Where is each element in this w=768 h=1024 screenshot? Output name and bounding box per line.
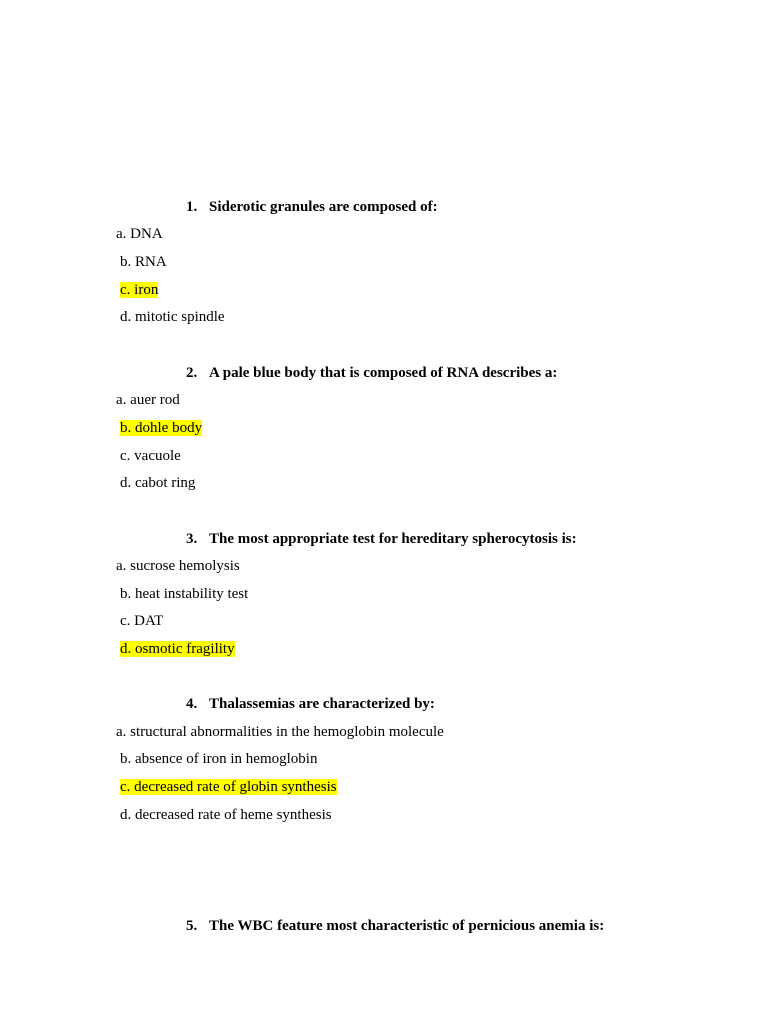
question-3-title	[186, 530, 577, 548]
question-4-option-d: d. decreased rate of heme synthesis	[120, 807, 332, 823]
question-1-option-d: d. mitotic spindle	[120, 309, 225, 325]
question-2-option-c: c. vacuole	[120, 448, 181, 464]
question-1-text: Siderotic granules are composed of:	[209, 199, 438, 215]
question-2-option-d: d. cabot ring	[120, 475, 196, 491]
question-5-title	[186, 917, 604, 935]
question-3-option-c: c. DAT	[120, 613, 164, 629]
question-1-option-c	[120, 281, 158, 299]
question-3-option-a: a. sucrose hemolysis	[116, 558, 240, 574]
question-3-text: The most appropriate test for hereditary spherocytosis is:	[209, 531, 577, 547]
question-3-option-d	[120, 640, 235, 658]
question-2-option-a: a. auer rod	[116, 392, 180, 408]
question-4-text: Thalassemias are characterized by:	[209, 696, 435, 712]
question-4-option-c	[120, 778, 337, 796]
question-1-option-b: b. RNA	[120, 254, 167, 270]
question-1-option-a: a. DNA	[116, 226, 163, 242]
question-3-option-b: b. heat instability test	[120, 586, 249, 602]
question-4-title	[186, 695, 435, 713]
answer-highlight: c. iron	[120, 282, 159, 298]
question-1-number: 1.	[186, 199, 198, 215]
answer-highlight: d. osmotic fragility	[120, 641, 235, 657]
question-1-title	[186, 198, 438, 216]
question-3-number: 3.	[186, 531, 198, 547]
question-4-option-a: a. structural abnormalities in the hemoglobin molecule	[116, 724, 444, 740]
question-2-text: A pale blue body that is composed of RNA describes a:	[209, 365, 558, 381]
question-5-number: 5.	[186, 918, 198, 934]
question-4-option-b: b. absence of iron in hemoglobin	[120, 751, 318, 767]
question-4-number: 4.	[186, 696, 198, 712]
question-2-title	[186, 364, 557, 382]
question-2-number: 2.	[186, 365, 198, 381]
answer-highlight: b. dohle body	[120, 420, 203, 436]
answer-highlight: c. decreased rate of globin synthesis	[120, 779, 337, 795]
question-2-option-b	[120, 419, 202, 437]
question-5-text: The WBC feature most characteristic of pernicious anemia is:	[209, 918, 605, 934]
